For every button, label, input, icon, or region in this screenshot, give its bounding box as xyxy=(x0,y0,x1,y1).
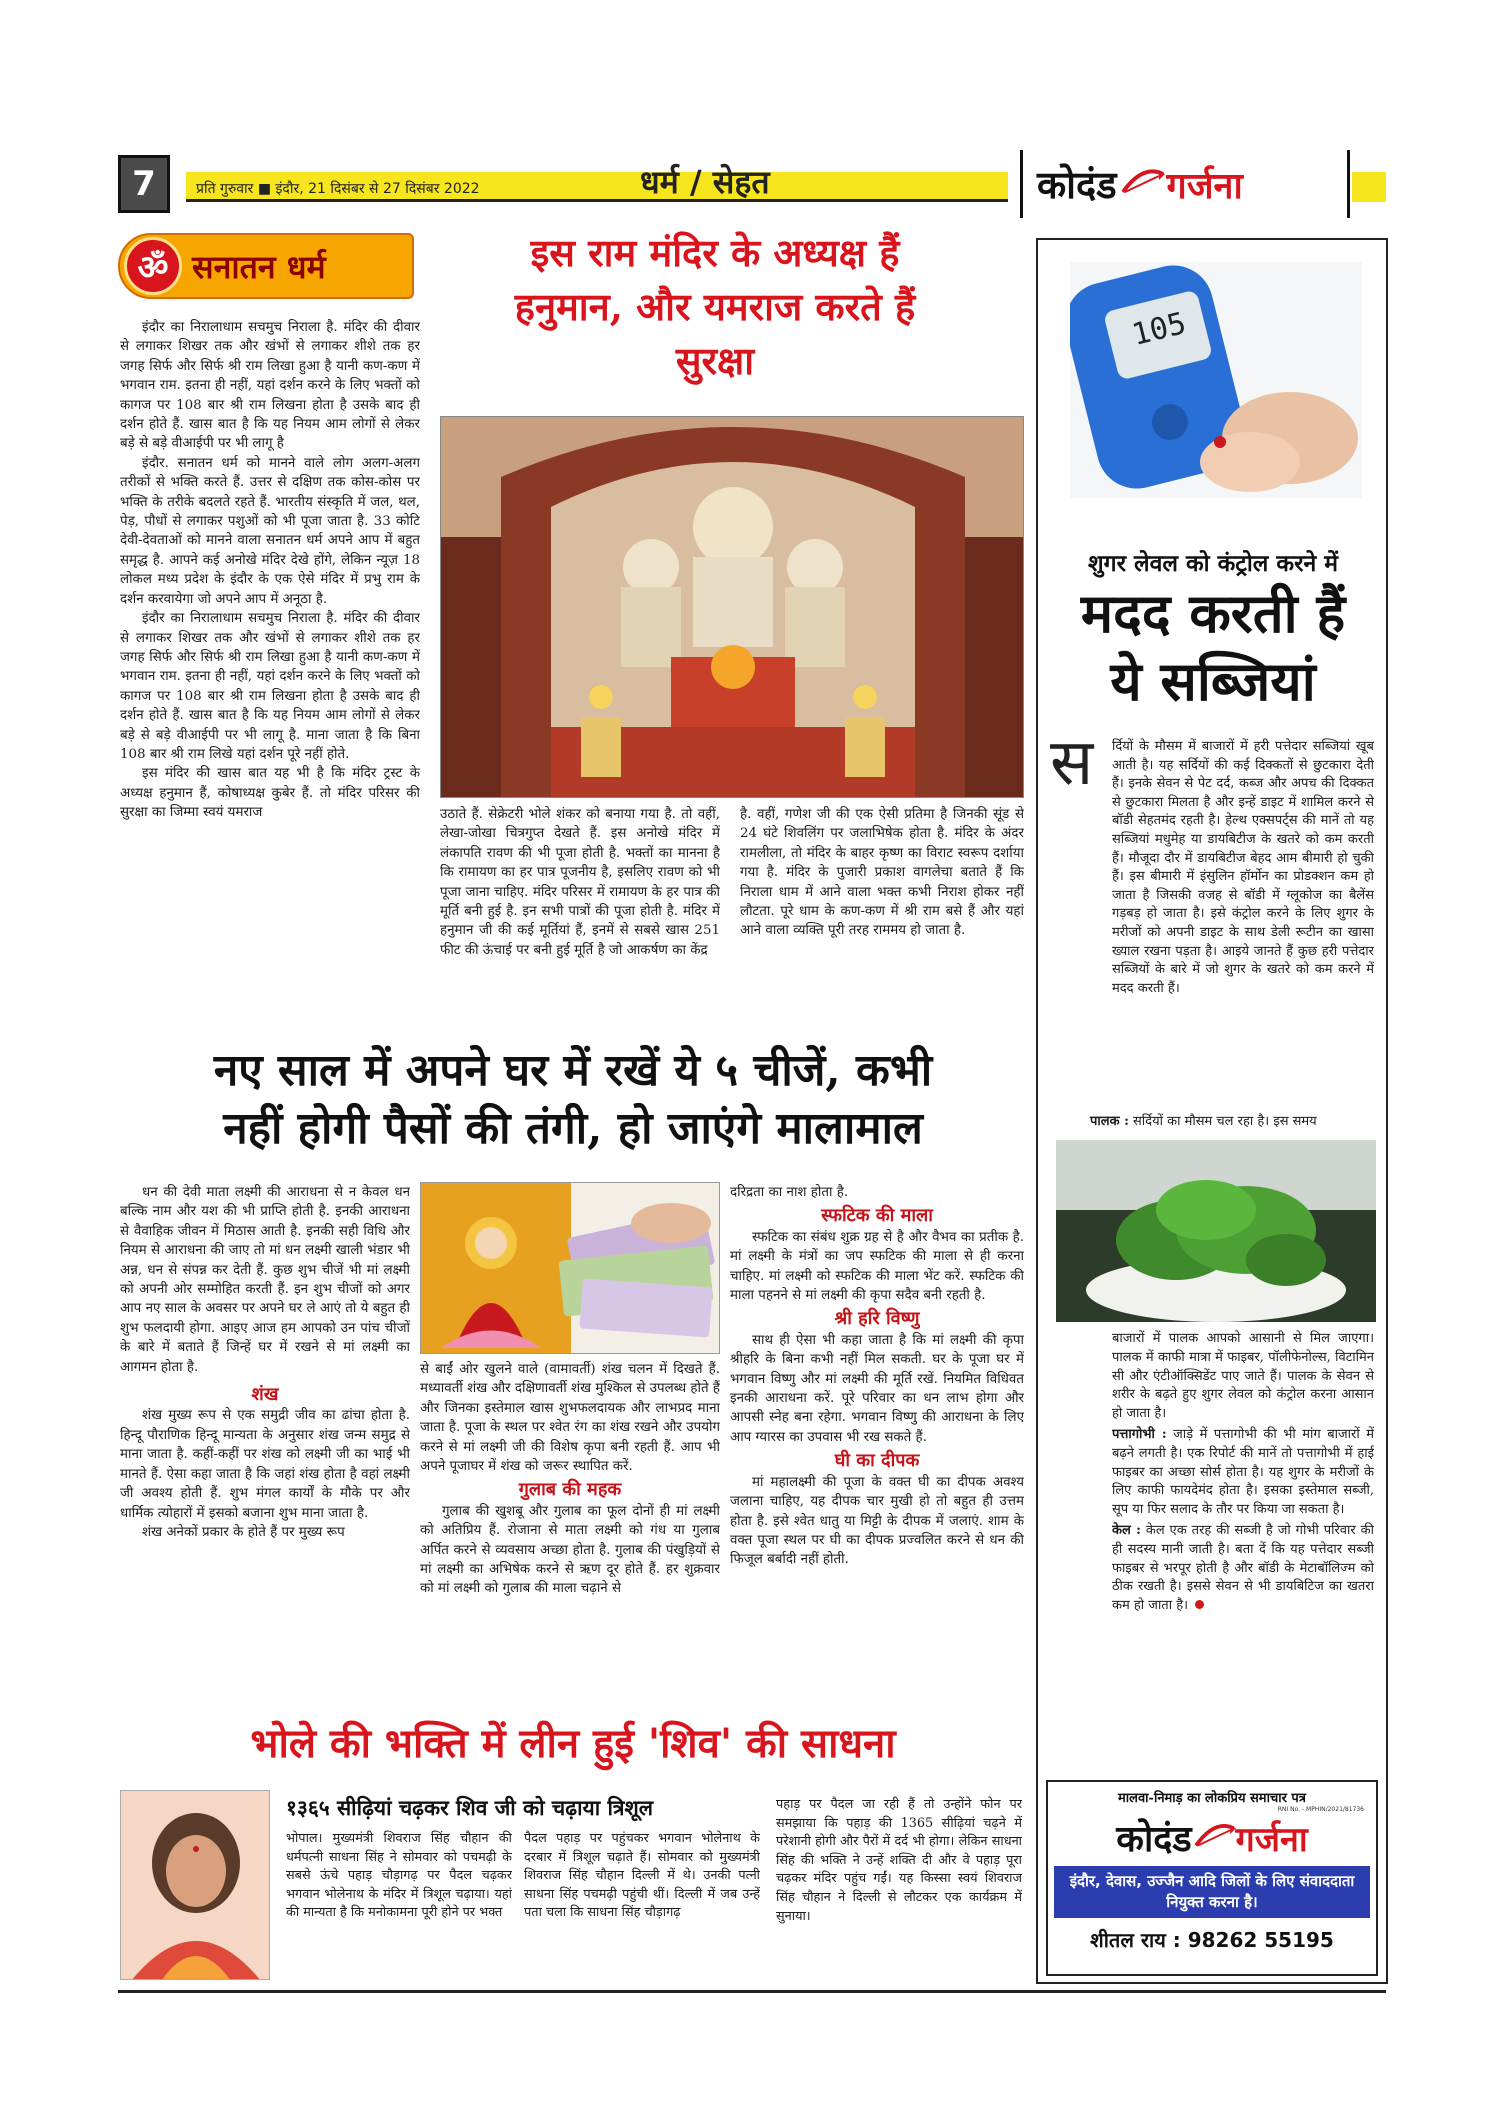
ad-box xyxy=(1046,1780,1378,1976)
deepak-subheading: घी का दीपक xyxy=(834,1450,920,1472)
sanatan-badge-label: सनातन धर्म xyxy=(192,247,326,286)
hari-subheading: श्री हरि विष्णु xyxy=(834,1308,920,1330)
shiv-col3: पहाड़ पर पैदल जा रही हैं तो उन्होंने फोन पर समझाया कि पहाड़ की 1365 सीढ़ियां चढ़ने में परेशानी होगी और पैरों में दर्द भी होगा। लेकिन साधना सिंह की भक्ति ने उन्हें शक्ति दी और वे पहाड़ पूरा चढ़कर मंदिर पहुंच गईं। यह किस्सा स्वयं शिवराज सिंह चौहान ने दिल्ली से लौटकर एक कार्यक्रम में सुनाया। xyxy=(776,1797,1022,1924)
sugar-headline-big1: मदद करती हैं xyxy=(1080,582,1346,645)
shiv-col1: भोपाल। मुख्यमंत्री शिवराज सिंह चौहान की धर्मपत्नी साधना सिंह ने सोमवार को पचमढ़ी के सबसे ऊंचे पहाड़ चौड़ागढ़ पर पैदल चढ़कर भगवान भोलेनाथ के मंदिर में त्रिशूल चढ़ाया। यहां की मान्यता है कि मनोकामना पूरी होने पर भक्त xyxy=(286,1831,512,1921)
bow-icon xyxy=(1119,162,1165,206)
col2-text: से बाईं ओर खुलने वाले (वामावर्ती) शंख चलन में दिखते हैं. मध्यावर्ती शंख और दक्षिणावर्ती शंख मुश्किल से उपलब्ध होते हैं और जिनका इस्तेमाल खास शुभफलदायक और लाभप्रद माना जाता है. पूजा के स्थल पर श्वेत रंग का शंख रखने और उपयोग करने से मां लक्ष्मी जी की विशेष कृपा बनी रहती हैं. आप भी अपने पूजाघर में शंख को जरूर स्थापित करें. xyxy=(420,1362,720,1475)
dropcap: स xyxy=(1050,726,1094,800)
sugar-continued xyxy=(1112,1330,1374,1770)
ad-reg-no: RNI No. - MPHIN/2021/81736 xyxy=(1277,1806,1364,1813)
kale-text: केल एक तरह की सब्जी है जो गोभी परिवार की ही सदस्य मानी जाती है। बता दें कि यह पत्तेदार सब्जी फाइबर से भरपूर होती है और बॉडी के मेटाबॉलिज्म को ठीक रखती है। इससे सेवन से भी डायबिटिज का खतरा कम हो जाता है। xyxy=(1112,1522,1374,1614)
newyear-col1 xyxy=(120,1183,410,1703)
masthead-logo xyxy=(1020,150,1350,218)
col3-intro: दरिद्रता का नाश होता है. xyxy=(730,1185,849,1200)
gulab-subheading: गुलाब की महक xyxy=(518,1479,622,1501)
lakshmi-money-image xyxy=(420,1182,720,1354)
shiv-headline: भोले की भक्ति में लीन हुई 'शिव' की साधना xyxy=(250,1720,896,1767)
dateline: प्रति गुरुवार ■ इंदौर, 21 दिसंबर से 27 दिसंबर 2022 xyxy=(196,181,480,197)
ad-tagline: मालवा-निमाड़ का लोकप्रिय समाचार पत्र xyxy=(1118,1791,1306,1806)
kale-label: केल : xyxy=(1112,1522,1141,1538)
sanatan-article-right: है. वहीं, गणेश जी की एक ऐसी प्रतिमा है जिनकी सूंड से 24 घंटे शिवलिंग पर जलाभिषेक होता है. मंदिर के अंदर रामलीला, तो मंदिर के बाहर कृष्ण का विराट स्वरूप दर्शाया गया है. मंदिर के पुजारी प्रकाश वागलेचा बताते हैं कि निराला धाम में आने वाला भक्त कभी निराश होकर नहीं लौटता. पूरे धाम के कण-कण में श्री राम बसे हैं और यहां आने वाला व्यक्ति पूरी तरह राममय हो जाता है. xyxy=(740,807,1024,939)
meter-reading: 105 xyxy=(1128,305,1190,354)
brand-right: गर्जना xyxy=(1166,165,1243,207)
end-dot-icon xyxy=(1195,1600,1204,1609)
sanatan-article-mid: उठाते हैं. सेक्रेटरी भोले शंकर को बनाया गया है. तो वहीं, लेखा-जोखा चित्रगुप्त देखते हैं. इस अनोखे मंदिर में लंकापति रावण की भी पूजा होती है. भक्तों का मानना है कि रामायण का हर पात्र पूजनीय है, इसलिए रावण को भी पूजा जाना चाहिए. मंदिर परिसर में रामायण के हर पात्र की मूर्ति बनी हुई है. इन सभी पात्रों की पूजा होती है. मंदिर में हनुमान जी की कई मूर्तियां हैं, इनमें से सबसे खास 251 फीट की ऊंचाई पर बनी हुई मूर्ति है जो आकर्षण का केंद्र xyxy=(440,807,720,958)
sanatan-badge xyxy=(118,233,414,299)
ad-contact: शीतल राय : 98262 55195 xyxy=(1090,1928,1334,1952)
gobhi-paragraph xyxy=(1112,1426,1374,1520)
article-paragraph: इंदौर. सनातन धर्म को मानने वाले लोग अलग-अलग तरीकों से भक्ति करते हैं. उत्तर से दक्षिण तक कोस-कोस पर भक्ति के तरीके बदलते रहते हैं. भारतीय संस्कृति में जल, थल, पेड़, पौधों से लगाकर पशुओं को भी पूजा जाता है. 33 कोटि देवी-देवताओं को मानने वाला सनातन धर्म अपने आप में बहुत समृद्ध है. आपने कई अनोखे मंदिर देखे होंगे, लेकिन न्यूज़ 18 लोकल मध्य प्रदेश के इंदौर के एक ऐसे मंदिर में प्रभु राम के दर्शन करवायेगा जो अपने आप में अनूठा है. xyxy=(120,455,420,607)
temple-photo xyxy=(440,416,1024,798)
shankh-text: शंख मुख्य रूप से एक समुद्री जीव का ढांचा होता है. हिन्दू पौराणिक हिन्दू मान्यता के अनुसार शंख जन्म समुद्र से माना जाता है. कहीं-कहीं पर शंख को लक्ष्मी जी का भाई भी मानते हैं. ऐसा कहा जाता है कि जहां शंख होता है वहां लक्ष्मी जी अवश्य होती हैं. शुभ मंगल कार्यों के मौके पर और धार्मिक त्योहारों में इसको बजाना शुभ माना जाता है. xyxy=(120,1408,410,1521)
ad-logo xyxy=(1048,1813,1376,1862)
page-number: 7 xyxy=(132,164,156,204)
section-title: धर्म / सेहत xyxy=(640,163,770,201)
article-paragraph: इंदौर का निरालाधाम सचमुच निराला है. मंदिर की दीवार से लगाकर शिखर तक और खंभों से लगाकर शीशे तक हर जगह सिर्फ और सिर्फ श्री राम लिखा हुआ है यानी कण-कण में भगवान राम. इतना ही नहीं, यहां दर्शन करने के लिए भक्तों को कागज पर 108 बार श्री राम लिखना होता है उसके बाद ही दर्शन होते हैं. खास बात है कि यह नियम आम लोगों से लेकर बड़े से बड़े वीआईपी पर भी लागू है. माना जाता है कि बिना 108 बार श्री राम लिखे यहां दर्शन पूरे नहीं होते. xyxy=(120,611,420,762)
newyear-col2 xyxy=(420,1360,720,1704)
ad-bow-icon xyxy=(1192,1817,1236,1859)
page-number-box xyxy=(118,155,170,213)
ad-brand-left: कोदंड xyxy=(1116,1819,1192,1860)
om-icon: ॐ xyxy=(124,237,182,295)
ram-mandir-headline: इस राम मंदिर के अध्यक्ष हैं हनुमान, और यमराज करते हैं सुरक्षा xyxy=(514,230,916,383)
kale-paragraph xyxy=(1112,1522,1374,1616)
ad-brand-right: गर्जना xyxy=(1235,1819,1308,1860)
deepak-text: मां महालक्ष्मी की पूजा के वक्त घी का दीपक अवश्य जलाना चाहिए, यह दीपक चार मुखी हो तो बहुत ही उत्तम होता है. इसे श्वेत धातु या मिट्टी के दीपक में जलाएं. शाम के वक्त पूजा स्थल पर घी का दीपक प्रज्वलित करने से धन की फिजूल बर्बादी नहीं होती. xyxy=(730,1474,1024,1568)
sphatik-subheading: स्फटिक की माला xyxy=(821,1205,933,1227)
article-paragraph: इंदौर का निरालाधाम सचमुच निराला है. मंदिर की दीवार से लगाकर शिखर तक और खंभों से लगाकर शीशे तक हर जगह सिर्फ और सिर्फ श्री राम लिखा हुआ है यानी कण-कण में भगवान राम. इतना ही नहीं, यहां दर्शन करने के लिए भक्तों को कागज पर 108 बार श्री राम लिखना होता है उसके बाद ही दर्शन होते हैं. खास बात है कि यह नियम आम लोगों से लेकर बड़े से बड़े वीआईपी पर भी लागू है xyxy=(120,320,420,452)
newyear-headline-line1: नए साल में अपने घर में रखें ये ५ चीजें, कभी xyxy=(213,1045,933,1096)
gulab-text: गुलाब की खुशबू और गुलाब का फूल दोनों ही मां लक्ष्मी को अतिप्रिय हैं. रोजाना से माता लक्ष्मी को गंध या गुलाब अर्पित करने से व्यवसाय अच्छा होता है. गुलाब की पंखुड़ियों से मां लक्ष्मी का अभिषेक करने से ऋण दूर होते हैं. हर शुक्रवार को मां लक्ष्मी को गुलाब की माला चढ़ाने से xyxy=(420,1503,720,1597)
newyear-headline xyxy=(118,1042,1028,1158)
sphatik-text: स्फटिक का संबंध शुक्र ग्रह से है और वैभव का प्रतीक है. मां लक्ष्मी के मंत्रों का जप स्फटिक की माला से ही करना चाहिए. मां लक्ष्मी को स्फटिक की माला भेंट करें. स्फटिक की माला पहनने से मां लक्ष्मी की कृपा सदैव बनी रहती है. xyxy=(730,1229,1024,1304)
spinach-photo xyxy=(1056,1140,1376,1322)
brand-left: कोदंड xyxy=(1037,163,1117,207)
ad-notice: इंदौर, देवास, उज्जैन आदि जिलों के लिए संवाददाता नियुक्त करना है। xyxy=(1054,1866,1370,1918)
sanatan-article-left xyxy=(120,318,420,1162)
article-paragraph: इस मंदिर की खास बात यह भी है कि मंदिर ट्रस्ट के अध्यक्ष हनुमान हैं, कोषाध्यक्ष कुबेर हैं. तो मंदिर परिसर की सुरक्षा का जिम्मा स्वयं यमराज xyxy=(120,766,420,821)
gobhi-label: पत्तागोभी : xyxy=(1112,1426,1167,1442)
shiv-col2: पैदल पहाड़ पर पहुंचकर भगवान भोलेनाथ के दरबार में त्रिशूल चढ़ाते हैं। सोमवार को मुख्यमंत्री शिवराज सिंह चौहान दिल्ली में थे। उनकी पत्नी साधना सिंह पचमढ़ी पहुंची थीं। दिल्ली में जब उन्हें पता चला कि साधना सिंह चौड़ागढ़ xyxy=(524,1831,760,1921)
newyear-col3 xyxy=(730,1183,1024,1703)
header-yellow-strip xyxy=(1352,172,1386,202)
sugar-headline-big2: ये सब्जियां xyxy=(1110,650,1316,713)
glucose-meter-photo xyxy=(1070,262,1362,498)
shankh-subheading: शंख xyxy=(251,1384,279,1406)
shiv-subheading: १३६५ सीढ़ियां चढ़कर शिव जी को चढ़ाया त्रिशूल xyxy=(286,1795,653,1820)
sugar-intro: र्दियों के मौसम में बाजारों में हरी पत्तेदार सब्जियां खूब आती है। यह सर्दियों की कई दिक्कतों से छुटकारा देती हैं। इनके सेवन से पेट दर्द, कब्ज और अपच की दिक्कत से छुटकारा मिलता है और इन्हें डाइट में शामिल करने से बॉडी सेहतमंद रहती है। हेल्थ एक्सपर्ट्स की मानें तो यह सब्जियां मधुमेह या डायबिटीज के खतरे को कम करती हैं। मौजूदा दौर में डायबिटीज बेहद आम बीमारी हो चुकी हैं। इस बीमारी में इंसुलिन हॉर्मोन का प्रोडक्शन कम हो जाता है जिसकी वजह से बॉडी में ग्लूकोज का बैलेंस गड़बड़ हो जाता है। इसे कंट्रोल करने के लिए शुगर के मरीजों को अपनी डाइट के साथ डेली रूटीन का खासा ख्याल रखना पड़ता है। आइये जानते हैं कुछ हरी पत्तेदार सब्जियों के बारे में जो शुगर के खतरे को कम करने में मदद करती हैं। xyxy=(1112,739,1374,996)
bottom-rule xyxy=(118,1990,1386,1993)
palak-continued: बाजारों में पालक आपको आसानी से मिल जाएगा। पालक में काफी मात्रा में फाइबर, पॉलीफेनोल्स, विटामिन सी और एंटीऑक्सिडेंट पाए जाते हैं। पालक के सेवन से शरीर के बढ़ते हुए शुगर लेवल को कंट्रोल करना आसान हो जाता है। xyxy=(1112,1331,1374,1422)
palak-label: पालक : xyxy=(1090,1114,1129,1129)
palak-line xyxy=(1090,1112,1374,1131)
newyear-intro: धन की देवी माता लक्ष्मी की आराधना से न केवल धन बल्कि नाम और यश की भी प्राप्ति होती है. इनकी आराधना से वैवाहिक जीवन में मिठास आती है. इनकी सही विधि और नियम से आराधना की जाए तो मां धन लक्ष्मी खाली भंडार भी अन्न, धन से संपन्न कर देती हैं. कुछ शुभ चीजें भी मां लक्ष्मी को अपनी ओर सम्मोहित करती हैं. इन शुभ चीजों को अगर आप नए साल के अवसर पर अपने घर ले आएं तो ये बहुत ही शुभ फलदायी होगा. आइए आज हम आपको उन पांच चीजों के बारे में बताते हैं जिन्हें घर में रखने से मां लक्ष्मी का आगमन होता है. xyxy=(120,1185,410,1375)
shankh-text-2: शंख अनेकों प्रकार के होते हैं पर मुख्य रूप xyxy=(142,1524,345,1540)
hari-text: साथ ही ऐसा भी कहा जाता है कि मां लक्ष्मी की कृपा श्रीहरि के बिना कभी नहीं मिल सकती. घर के पूजा घर में भगवान विष्णु और मां लक्ष्मी की मूर्ति रखें. नियमित विधिवत इनकी आराधना करें. पूरे परिवार का धन लाभ होगा और आपसी स्नेह बना रहेगा. भगवान विष्णु की आराधना के लिए आप ग्यारस का उपवास भी रख सकते हैं. xyxy=(730,1332,1024,1445)
gobhi-text: जाड़े में पत्तागोभी की भी मांग बाजारों में बढ़ने लगती है। एक रिपोर्ट की मानें तो पत्तागोभी में हाई फाइबर का अच्छा सोर्स होता है। यह शुगर के मरीजों के लिए काफी फायदेमंद होता है। इसका इस्तेमाल सब्जी, सूप या फिर सलाद के तौर पर किया जा सकता है। xyxy=(1112,1426,1374,1518)
sugar-headline-small: शुगर लेवल को कंट्रोल करने में xyxy=(1087,551,1339,577)
newyear-headline-line2: नहीं होगी पैसों की तंगी, हो जाएंगे मालामाल xyxy=(223,1103,923,1154)
palak-text: सर्दियों का मौसम चल रहा है। इस समय xyxy=(1133,1114,1317,1129)
sadhana-singh-photo xyxy=(120,1790,270,1980)
